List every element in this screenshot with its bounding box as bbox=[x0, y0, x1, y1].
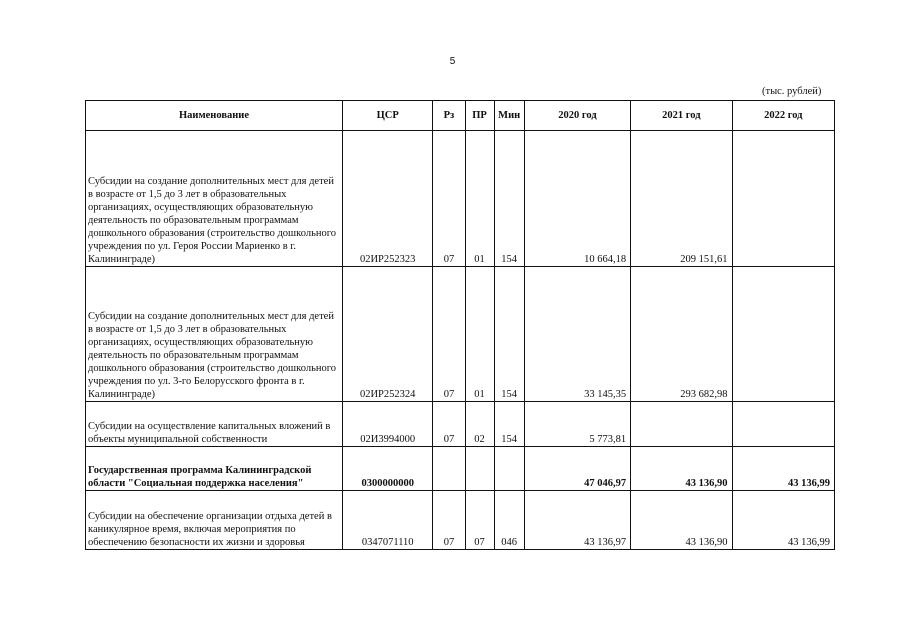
table-row bbox=[86, 131, 835, 267]
row-2022 bbox=[732, 402, 834, 447]
row-min: 154 bbox=[494, 267, 524, 402]
row-rz: 07 bbox=[433, 402, 465, 447]
header-row bbox=[86, 101, 835, 131]
row-csr: 02ИР252323 bbox=[343, 131, 433, 267]
table-row bbox=[86, 402, 835, 447]
row-2021: 43 136,90 bbox=[631, 491, 732, 550]
row-2020: 5 773,81 bbox=[524, 402, 630, 447]
row-rz: 07 bbox=[433, 267, 465, 402]
header-pr: ПР bbox=[465, 101, 494, 131]
page-number: 5 bbox=[449, 56, 456, 67]
row-csr: 02И3994000 bbox=[343, 402, 433, 447]
row-2021: 293 682,98 bbox=[631, 267, 732, 402]
row-2022: 43 136,99 bbox=[732, 447, 834, 491]
row-pr: 07 bbox=[465, 491, 494, 550]
row-name: Субсидии на обеспечение организации отдыха детей в каникулярное время, включая мероприятия по обеспечению безопасности их жизни и здоровья bbox=[86, 491, 343, 550]
row-csr: 02ИР252324 bbox=[343, 267, 433, 402]
row-csr: 0347071110 bbox=[343, 491, 433, 550]
row-rz: 07 bbox=[433, 131, 465, 267]
header-2022: 2022 год bbox=[732, 101, 834, 131]
row-2020: 43 136,97 bbox=[524, 491, 630, 550]
row-2020: 47 046,97 bbox=[524, 447, 630, 491]
row-name: Субсидии на осуществление капитальных вложений в объекты муниципальной собственности bbox=[86, 402, 343, 447]
row-2022: 43 136,99 bbox=[732, 491, 834, 550]
header-rz: Рз bbox=[433, 101, 465, 131]
row-2022 bbox=[732, 267, 834, 402]
row-rz bbox=[433, 447, 465, 491]
row-2021: 209 151,61 bbox=[631, 131, 732, 267]
units-label: (тыс. рублей) bbox=[762, 86, 822, 97]
row-2021: 43 136,90 bbox=[631, 447, 732, 491]
row-name: Государственная программа Калининградской области "Социальная поддержка населения" bbox=[86, 447, 343, 491]
row-2022 bbox=[732, 131, 834, 267]
row-csr: 0300000000 bbox=[343, 447, 433, 491]
row-min bbox=[494, 447, 524, 491]
header-2021: 2021 год bbox=[631, 101, 732, 131]
budget-table bbox=[85, 100, 835, 550]
table-row-program bbox=[86, 447, 835, 491]
row-pr: 01 bbox=[465, 131, 494, 267]
row-pr: 01 bbox=[465, 267, 494, 402]
row-min: 154 bbox=[494, 402, 524, 447]
row-2020: 10 664,18 bbox=[524, 131, 630, 267]
row-pr bbox=[465, 447, 494, 491]
row-rz: 07 bbox=[433, 491, 465, 550]
table-row bbox=[86, 491, 835, 550]
row-2021 bbox=[631, 402, 732, 447]
header-2020: 2020 год bbox=[524, 101, 630, 131]
row-pr: 02 bbox=[465, 402, 494, 447]
row-2020: 33 145,35 bbox=[524, 267, 630, 402]
row-name: Субсидии на создание дополнительных мест для детей в возрасте от 1,5 до 3 лет в образовательных организациях, осуществляющих образовательную деятельность по образовательным программам дошкольного образования (строительство дошкольного учреждения по ул. 3-го Белорусского фронта в г. Калининграде) bbox=[86, 267, 343, 402]
header-name: Наименование bbox=[86, 101, 343, 131]
row-name: Субсидии на создание дополнительных мест для детей в возрасте от 1,5 до 3 лет в образовательных организациях, осуществляющих образовательную деятельность по образовательным программам дошкольного образования (строительство дошкольного учреждения по ул. Героя России Мариенко в г. Калининграде) bbox=[86, 131, 343, 267]
row-min: 046 bbox=[494, 491, 524, 550]
header-csr: ЦСР bbox=[343, 101, 433, 131]
header-min: Мин bbox=[494, 101, 524, 131]
row-min: 154 bbox=[494, 131, 524, 267]
table-row bbox=[86, 267, 835, 402]
